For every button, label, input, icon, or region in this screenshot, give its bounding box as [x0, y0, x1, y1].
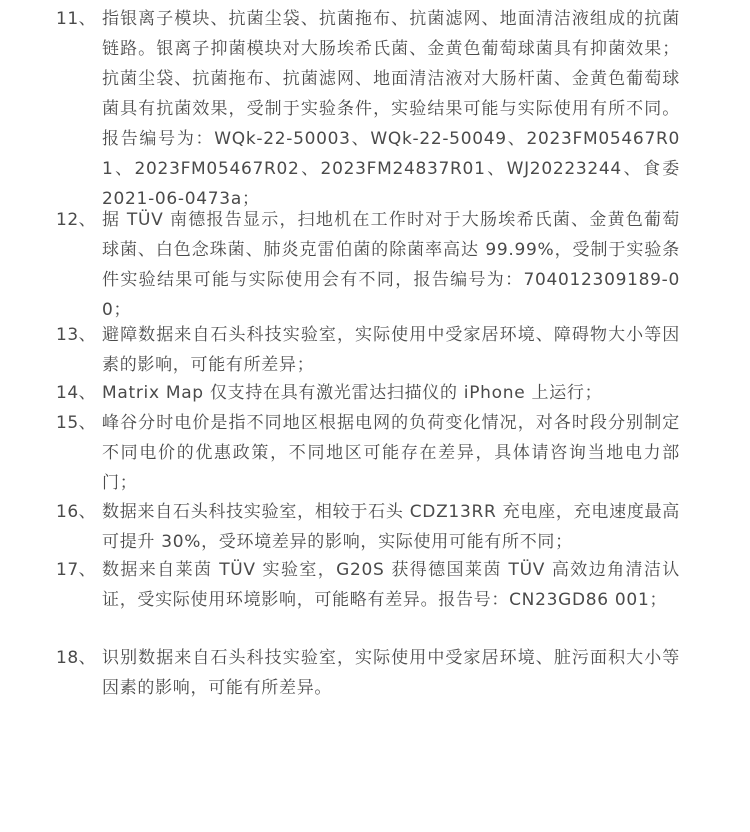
footnote-number: 11、: [56, 9, 97, 29]
footnote-number: 18、: [56, 648, 97, 668]
footnote-text: 指银离子模块、抗菌尘袋、抗菌拖布、抗菌滤网、地面清洁液组成的抗菌链路。银离子抑菌模块对大肠埃希氏菌、金黄色葡萄球菌具有抑菌效果；抗菌尘袋、抗菌拖布、抗菌滤网、地面清洁液对大肠杆菌、金黄色葡萄球菌具有抗菌效果，受制于实验条件，实验结果可能与实际使用有所不同。报告编号为：WQk-22-50003、WQk-22-50049、2023FM05467R01、2023FM05467R02、2023FM24837R01、WJ20223244、食委 2021-06-0473a；: [102, 9, 680, 209]
footnote-text: 数据来自石头科技实验室，相较于石头 CDZ13RR 充电座，充电速度最高可提升 30%，受环境差异的影响，实际使用可能有所不同；: [102, 502, 680, 552]
footnote-text: 避障数据来自石头科技实验室，实际使用中受家居环境、障碍物大小等因素的影响，可能有所差异；: [102, 325, 680, 375]
footnote-number: 13、: [56, 325, 97, 345]
footnote-text: 据 TÜV 南德报告显示，扫地机在工作时对于大肠埃希氏菌、金黄色葡萄球菌、白色念珠菌、肺炎克雷伯菌的除菌率高达 99.99%，受制于实验条件实验结果可能与实际使用会有不同，报告编号为：704012309189-00；: [102, 210, 680, 320]
footnote-text: 峰谷分时电价是指不同地区根据电网的负荷变化情况，对各时段分别制定不同电价的优惠政策，不同地区可能存在差异，具体请咨询当地电力部门；: [102, 413, 680, 493]
footnote-number: 17、: [56, 560, 97, 580]
footnote-text: 识别数据来自石头科技实验室，实际使用中受家居环境、脏污面积大小等因素的影响，可能有所差异。: [102, 648, 680, 698]
footnote-text: 数据来自莱茵 TÜV 实验室，G20S 获得德国莱茵 TÜV 高效边角清洁认证，受实际使用环境影响，可能略有差异。报告号：CN23GD86 001；: [102, 560, 680, 610]
footnote-text: Matrix Map 仅支持在具有激光雷达扫描仪的 iPhone 上运行；: [102, 383, 603, 403]
footnote-number: 16、: [56, 502, 97, 522]
footnote-number: 15、: [56, 413, 97, 433]
footnote-number: 12、: [56, 210, 97, 230]
footnote-number: 14、: [56, 383, 97, 403]
